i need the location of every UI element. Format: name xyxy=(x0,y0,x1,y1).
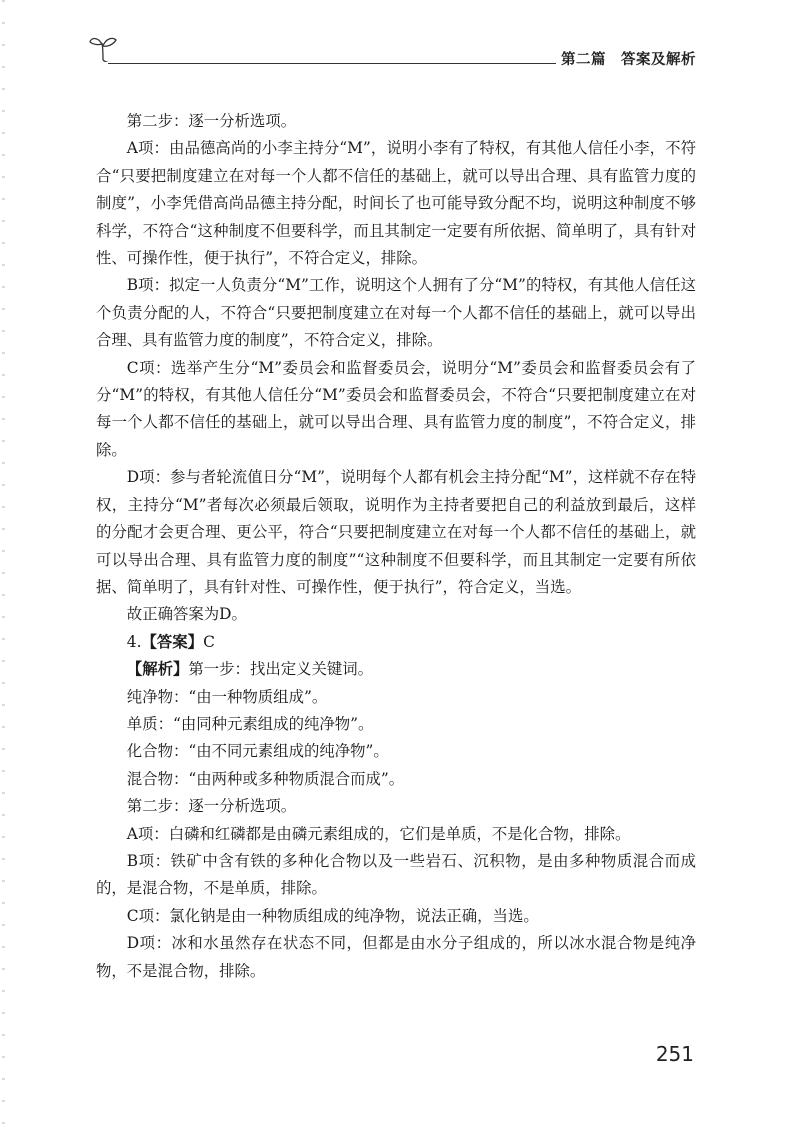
sprout-icon xyxy=(88,32,118,62)
option-paragraph: A项：白磷和红磷都是由磷元素组成的，它们是单质，不是化合物，排除。 xyxy=(126,824,631,843)
page-body xyxy=(96,108,696,985)
header-rule xyxy=(108,63,556,64)
paragraph: B项：拟定一人负责分“M”工作，说明这个人拥有了分“M”的特权，有其他人信任这个负责分配的人，不符合“只要把制度建立在对每一个人都不信任的基础上，就可以导出合理、具有监管力度的制度”，不符合定义，排除。 xyxy=(96,276,696,350)
definition-item: 混合物：“由两种或多种物质混合而成”。 xyxy=(126,769,405,788)
answer-tag: 【答案】 xyxy=(141,632,204,651)
paragraph: D项：参与者轮流值日分“M”，说明每个人都有机会主持分配“M”，这样就不存在特权，主持分“M”者每次必须最后领取，说明作为主持者要把自己的利益放到最后，这样的分配才会更合理、更公平，符合“只要把制度建立在对每一个人都不信任的基础上，就可以导出合理、具有监管力度的制度”“这种制度不但要科学，而且其制定一定要有所依据、简单明了，具有针对性、可操作性，便于执行”，符合定义，当选。 xyxy=(96,468,696,596)
definition-item: 化合物：“由不同元素组成的纯净物”。 xyxy=(126,742,389,761)
scan-edge-marks xyxy=(2,0,5,1130)
page-header xyxy=(88,30,700,70)
page-number: 251 xyxy=(655,1042,694,1066)
option-paragraph: B项：铁矿中含有铁的多种化合物以及一些岩石、沉积物，是由多种物质混合而成的，是混合物，不是单质，排除。 xyxy=(96,851,696,898)
paragraph: 第二步：逐一分析选项。 xyxy=(126,112,297,130)
answer-line xyxy=(96,629,696,656)
option-paragraph: 第二步：逐一分析选项。 xyxy=(126,797,297,816)
answer-value: C xyxy=(203,632,215,651)
chapter-title: 第二篇 答案及解析 xyxy=(561,52,696,68)
paragraph: 故正确答案为D。 xyxy=(126,605,247,624)
analysis-line xyxy=(96,656,696,683)
question-number: 4. xyxy=(126,632,142,651)
definition-item: 单质：“由同种元素组成的纯净物”。 xyxy=(126,714,374,733)
option-paragraph: D项：冰和水虽然存在状态不同，但都是由水分子组成的，所以冰水混合物是纯净物，不是混合物，排除。 xyxy=(96,934,696,980)
option-paragraph: C项：氯化钠是由一种物质组成的纯净物，说法正确，当选。 xyxy=(126,906,539,925)
paragraph: A项：由品德高尚的小李主持分“M”，说明小李有了特权，有其他人信任小李，不符合“只要把制度建立在对每一个人都不信任的基础上，就可以导出合理、具有监管力度的制度”，小李凭借高尚品德主持分配，时间长了也可能导致分配不均，说明这种制度不够科学，不符合“这种制度不但要科学，而且其制定一定要有所依据、简单明了，具有针对性、可操作性，便于执行”，不符合定义，排除。 xyxy=(96,139,696,268)
analysis-lead: 第一步：找出定义关键词。 xyxy=(188,660,374,679)
analysis-tag: 【解析】 xyxy=(126,660,189,679)
paragraph: C项：选举产生分“M”委员会和监督委员会，说明分“M”委员会和监督委员会有了分“M”的特权，有其他人信任分“M”委员会和监督委员会，不符合“只要把制度建立在对每一个人都不信任的基础上，就可以导出合理、具有监管力度的制度”，不符合定义，排除。 xyxy=(96,358,696,459)
definition-item: 纯净物：“由一种物质组成”。 xyxy=(126,687,328,706)
